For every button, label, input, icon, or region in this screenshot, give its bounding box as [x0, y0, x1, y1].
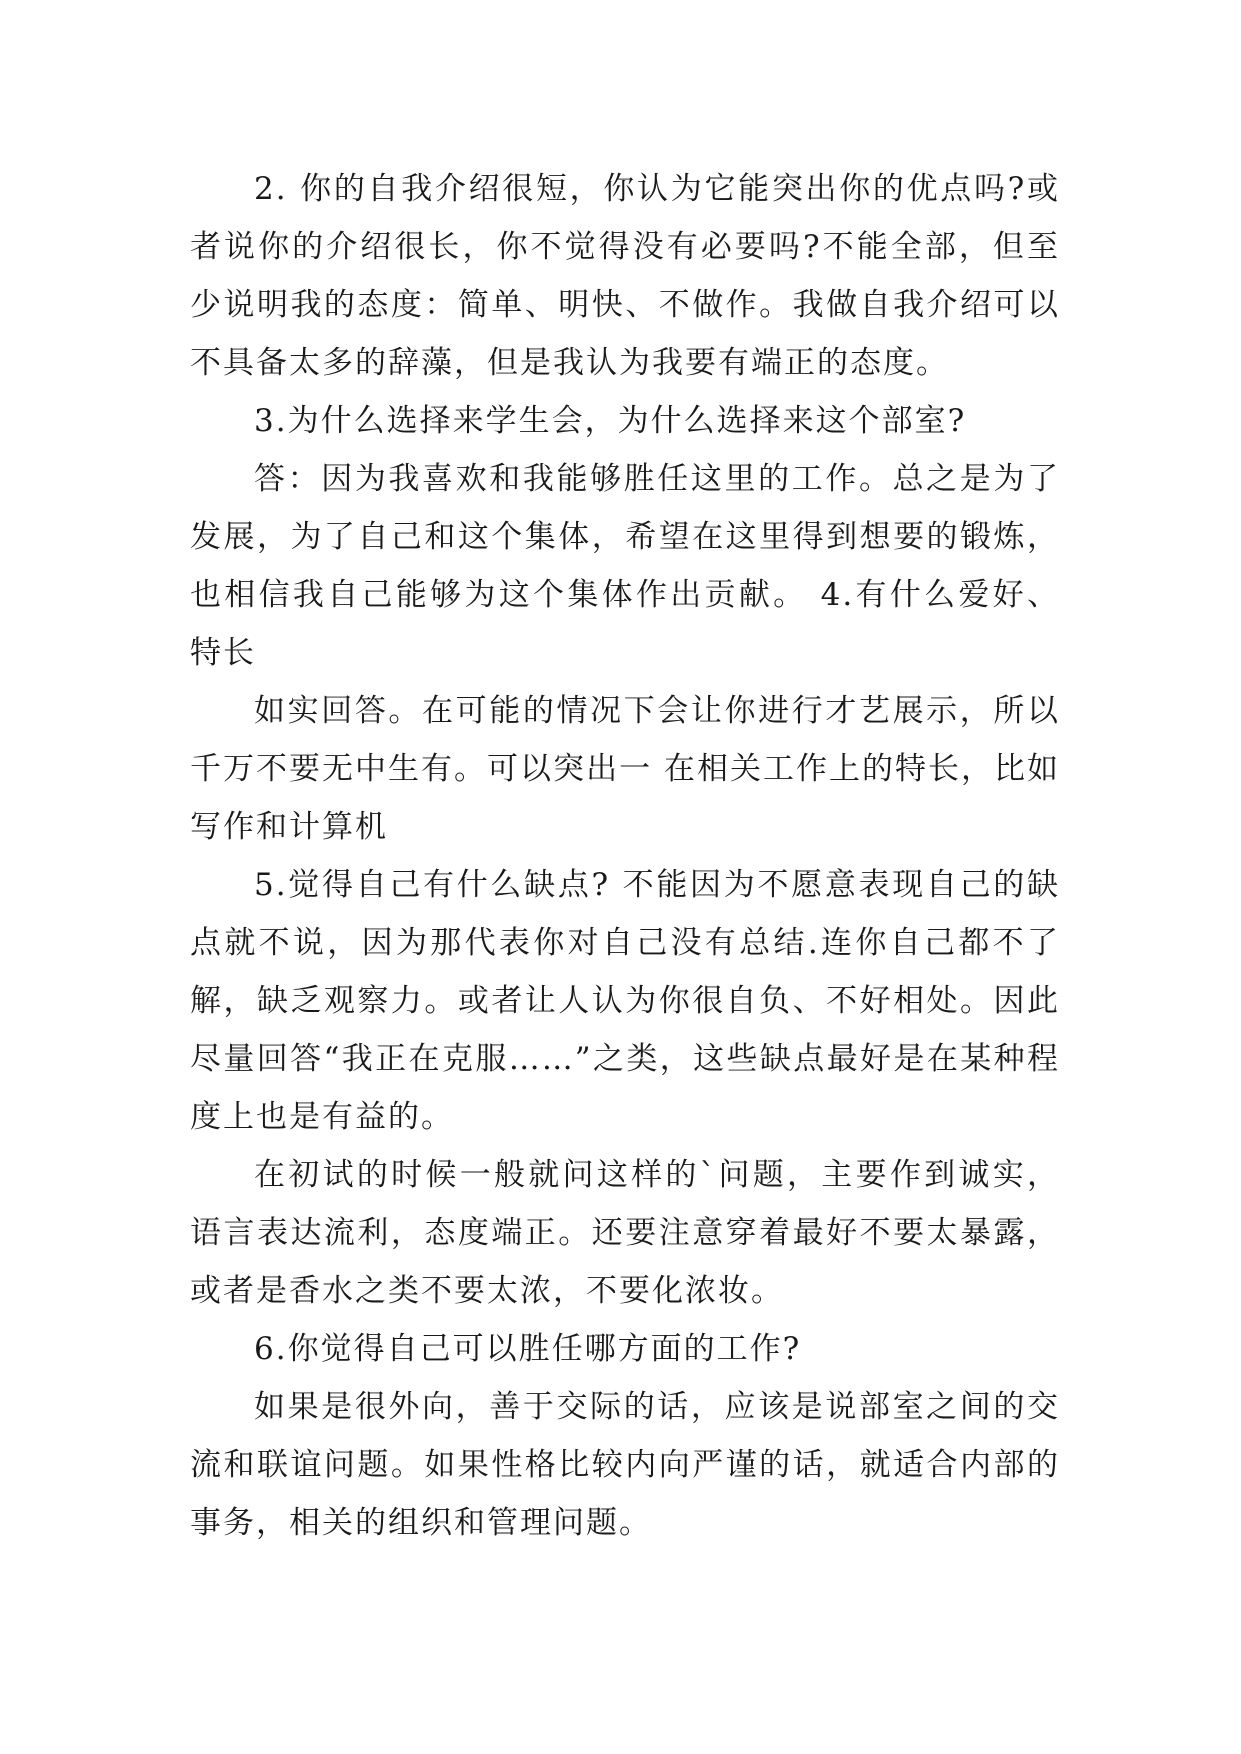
paragraph-a3-q4: 答：因为我喜欢和我能够胜任这里的工作。总之是为了发展，为了自己和这个集体，希望在这里得到想要的锻炼，也相信我自己能够为这个集体作出贡献。 4.有什么爱好、特长 — [190, 461, 1060, 671]
paragraph-a6: 如果是很外向，善于交际的话，应该是说部室之间的交流和联谊问题。如果性格比较内向严谨的话，就适合内部的事务，相关的组织和管理问题。 — [190, 1389, 1060, 1541]
paragraph-note: 在初试的时候一般就问这样的`问题，主要作到诚实，语言表达流利，态度端正。还要注意穿着最好不要太暴露，或者是香水之类不要太浓，不要化浓妆。 — [190, 1157, 1060, 1309]
paragraph-q3: 3.为什么选择来学生会，为什么选择来这个部室? — [254, 403, 967, 439]
paragraph-a4: 如实回答。在可能的情况下会让你进行才艺展示，所以千万不要无中生有。可以突出一 在相关工作上的特长，比如写作和计算机 — [190, 693, 1060, 845]
paragraph-q6: 6.你觉得自己可以胜任哪方面的工作? — [254, 1331, 802, 1367]
document-body — [190, 160, 1060, 1552]
paragraph-q2: 2. 你的自我介绍很短，你认为它能突出你的优点吗?或者说你的介绍很长，你不觉得没有必要吗?不能全部，但至少说明我的态度：简单、明快、不做作。我做自我介绍可以不具备太多的辞藻，但是我认为我要有端正的态度。 — [190, 171, 1060, 381]
paragraph-q5: 5.觉得自己有什么缺点? 不能因为不愿意表现自己的缺点就不说，因为那代表你对自己没有总结.连你自己都不了解，缺乏观察力。或者让人认为你很自负、不好相处。因此尽量回答“我正在克服……”之类，这些缺点最好是在某种程度上也是有益的。 — [190, 867, 1060, 1135]
